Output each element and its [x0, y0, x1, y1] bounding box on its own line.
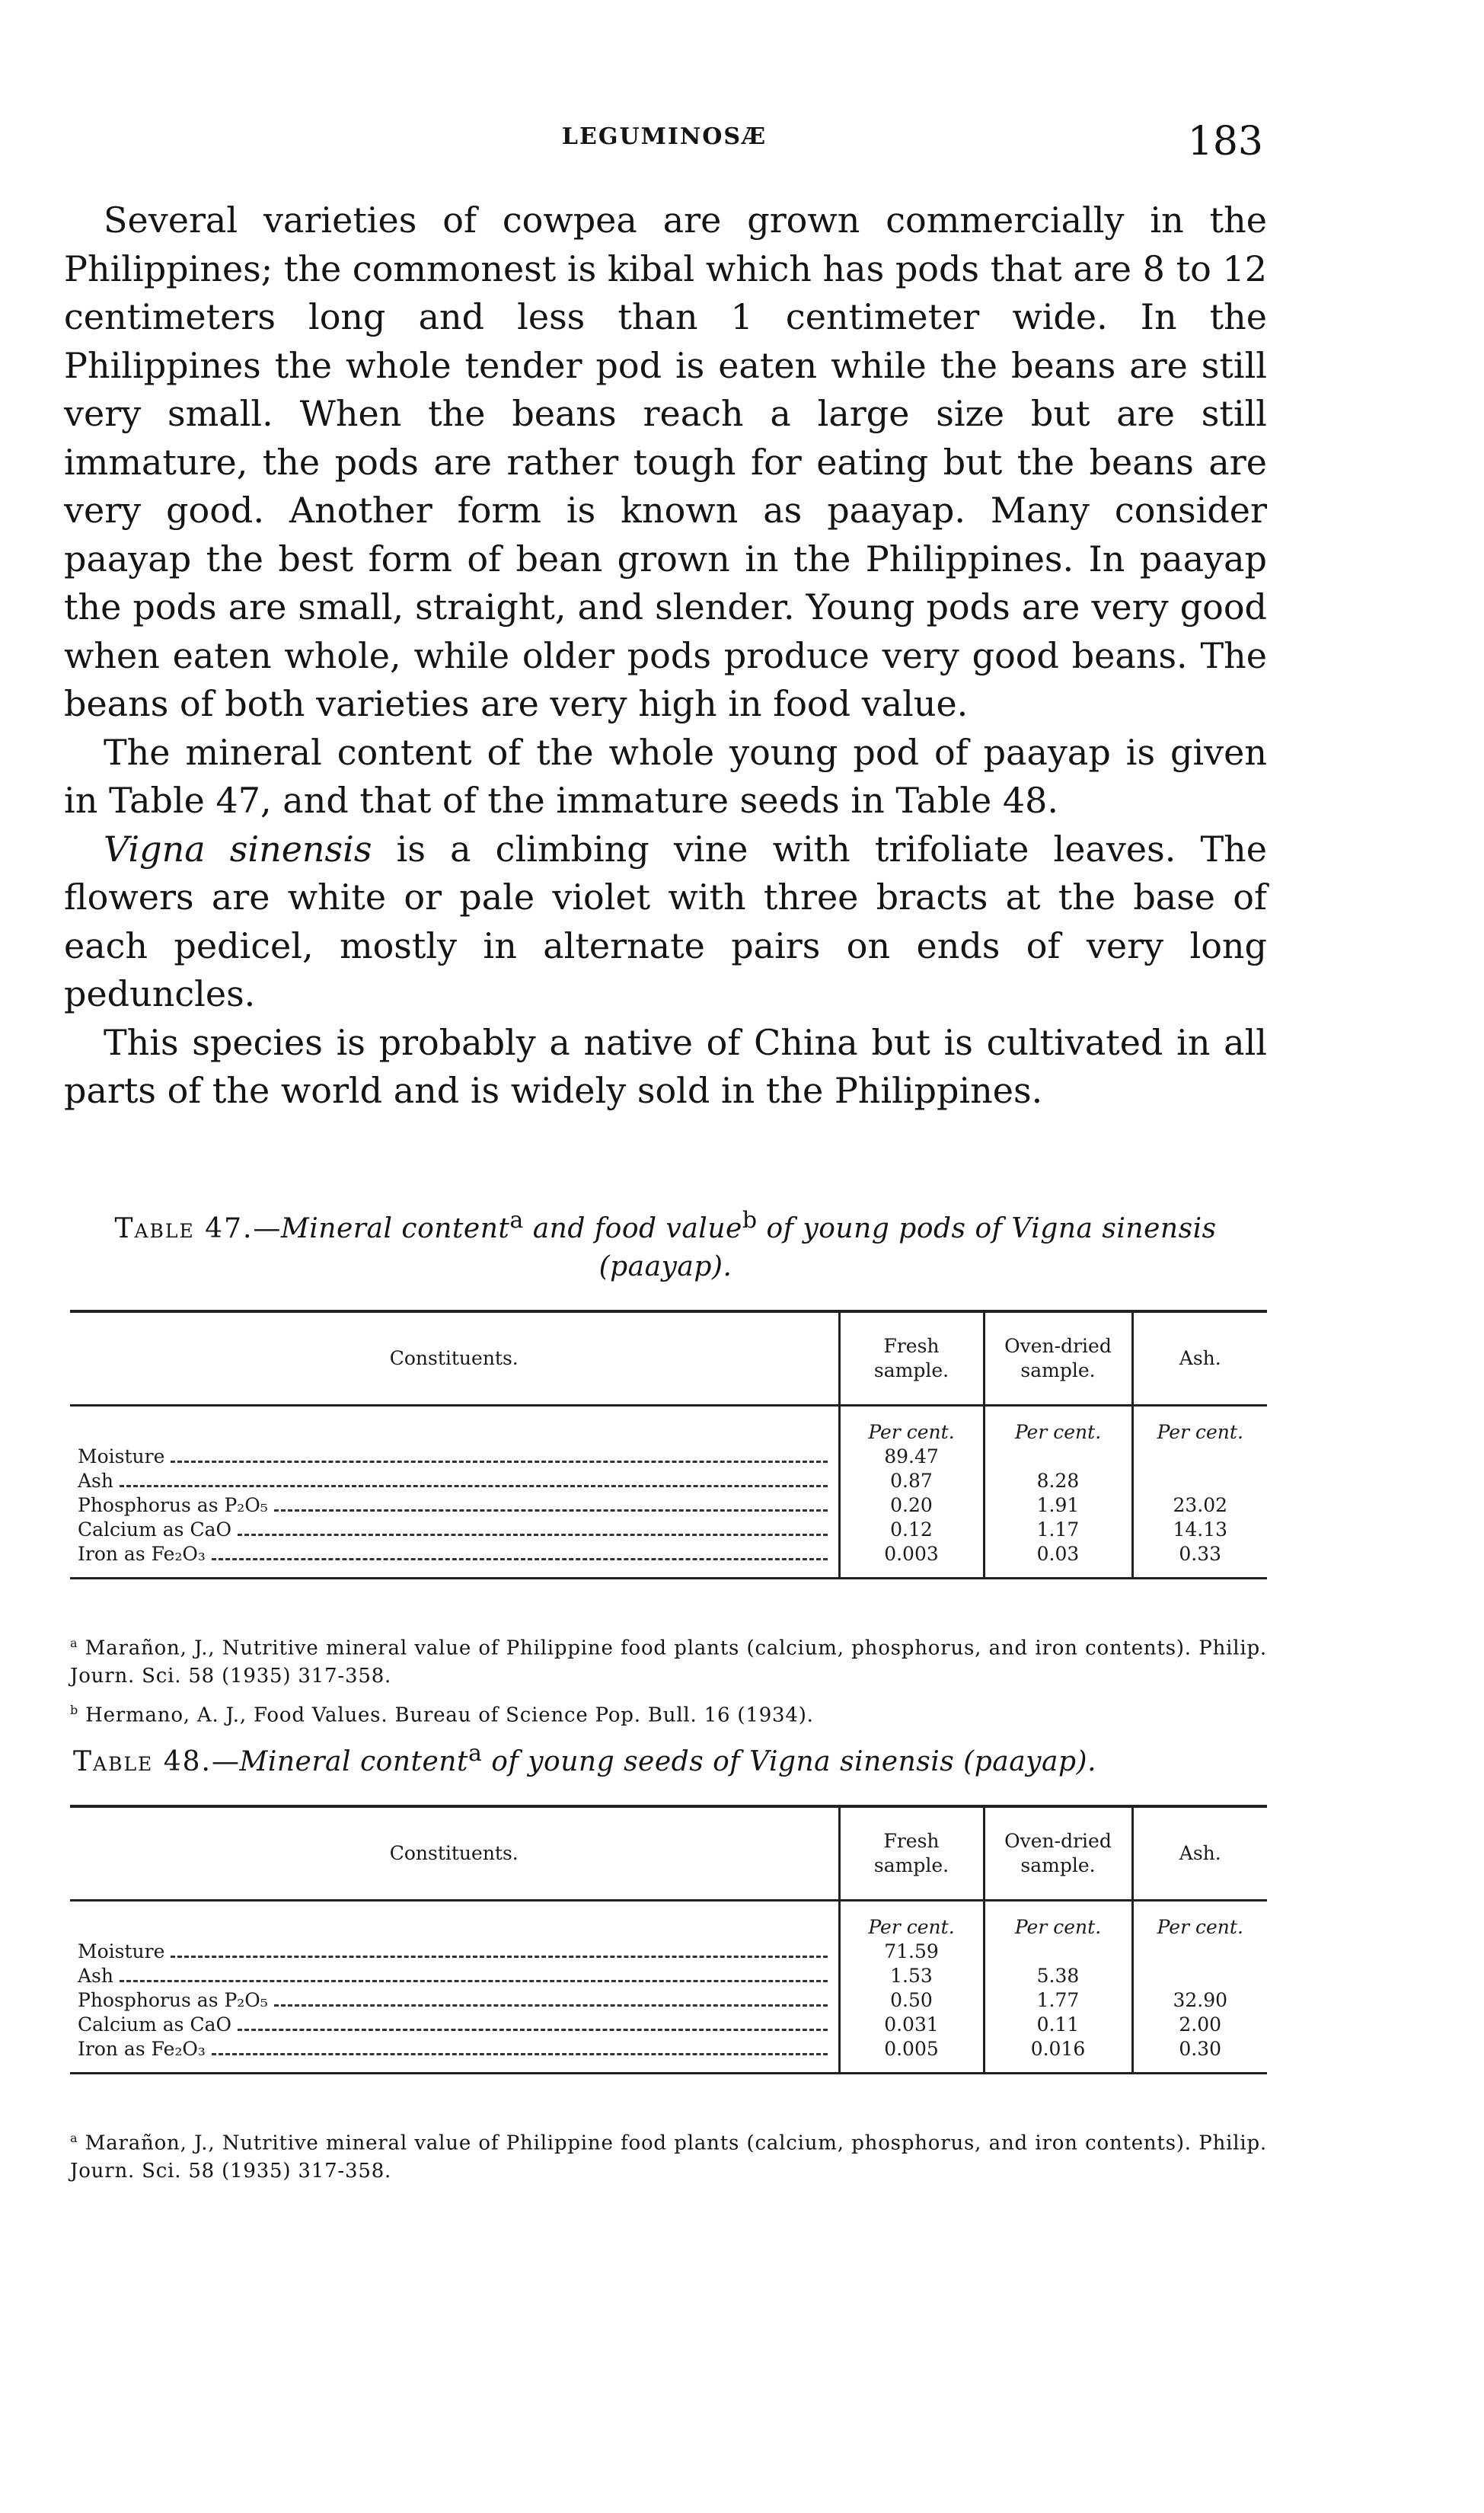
row-label: Moisture — [78, 1445, 165, 1467]
ash-value: 23.02 — [1132, 1493, 1267, 1518]
caption-text-c: of young seeds of Vigna sinensis (paayap). — [482, 1746, 1097, 1777]
table-row — [70, 2013, 1267, 2037]
running-head — [65, 119, 1263, 169]
row-label-cell — [70, 1988, 839, 2013]
caption-text-b: and food value — [523, 1213, 742, 1244]
table-row — [70, 1940, 1267, 1964]
paragraph-origin: This species is probably a native of China but is cultivated in all parts of the world and is widely sold in the Philippines. — [64, 1021, 1267, 1111]
table-row — [70, 1964, 1267, 1988]
units-row — [70, 1901, 1267, 1940]
table-48-label: Table 48. — [73, 1746, 212, 1777]
unit-oven: Per cent. — [984, 1901, 1132, 1940]
fresh-value: 0.20 — [839, 1493, 984, 1518]
fresh-value: 0.12 — [839, 1518, 984, 1542]
body-text — [64, 196, 1267, 1116]
row-label: Ash — [78, 1470, 113, 1492]
row-label-cell — [70, 1964, 839, 1988]
caption-text-c: of young pods of Vigna sinensis (paayap). — [598, 1213, 1217, 1282]
ash-value: 32.90 — [1132, 1988, 1267, 2013]
page-number: 183 — [1187, 119, 1263, 164]
oven-value — [984, 1445, 1132, 1469]
ash-value: 2.00 — [1132, 2013, 1267, 2037]
header-ash: Ash. — [1132, 1311, 1267, 1406]
table-47 — [70, 1310, 1267, 1579]
row-label: Phosphorus as P₂O₅ — [78, 1989, 268, 2011]
units-blank — [70, 1406, 839, 1445]
header-fresh-sample: Fresh sample. — [839, 1806, 984, 1901]
caption-dash: — — [253, 1213, 281, 1244]
fresh-value: 1.53 — [839, 1964, 984, 1988]
fresh-value: 0.031 — [839, 2013, 984, 2037]
ash-value — [1132, 1964, 1267, 1988]
oven-value: 0.016 — [984, 2037, 1132, 2074]
oven-value: 1.17 — [984, 1518, 1132, 1542]
table-row — [70, 1542, 1267, 1579]
table-48-footnote-a — [70, 2125, 1267, 2185]
table-48-caption — [73, 1735, 1276, 1781]
ash-value — [1132, 1445, 1267, 1469]
footnote-ref-a: a — [468, 1740, 483, 1767]
caption-text-a: Mineral content — [280, 1213, 510, 1244]
paragraph-cowpea-varieties: Several varieties of cowpea are grown commercially in the Philippines; the commonest is kibal which has pods that are 8 to 12 centimeters long and less than 1 centimeter wide. In the Philippines the whole tender pod is eaten while the beans are still very small. When the beans reach a large size but are still immature, the pods are rather tough for eating but the beans are very good. Another form is known as paayap. Many consider paayap the best form of bean grown in the Philippines. In paayap the pods are small, straight, and slender. Young pods are very good when eaten whole, while older pods produce very good beans. The beans of both varieties are very high in food value. — [64, 200, 1267, 724]
oven-value: 5.38 — [984, 1964, 1132, 1988]
footnote-text: Marañon, J., Nutritive mineral value of Philippine food plants (calcium, phosphorus, and iron contents). Philip. Journ. Sci. 58 (1935) 317-358. — [70, 2131, 1267, 2183]
oven-value: 1.91 — [984, 1493, 1132, 1518]
header-oven-dried-sample: Oven-dried sample. — [984, 1806, 1132, 1901]
table-header-row — [70, 1806, 1267, 1901]
ash-value — [1132, 1940, 1267, 1964]
footnote-text: Hermano, A. J., Food Values. Bureau of Science Pop. Bull. 16 (1934). — [85, 1704, 814, 1727]
row-label: Phosphorus as P₂O₅ — [78, 1494, 268, 1516]
row-label-cell — [70, 1445, 839, 1469]
header-fresh-sample: Fresh sample. — [839, 1311, 984, 1406]
ash-value: 14.13 — [1132, 1518, 1267, 1542]
header-ash: Ash. — [1132, 1806, 1267, 1901]
footnote-mark: b — [70, 1703, 79, 1717]
header-oven-dried-sample: Oven-dried sample. — [984, 1311, 1132, 1406]
row-label: Calcium as CaO — [78, 1518, 231, 1541]
row-label-cell — [70, 1493, 839, 1518]
units-blank — [70, 1901, 839, 1940]
row-label-cell — [70, 1542, 839, 1579]
paragraph-species-description — [64, 825, 1267, 1019]
row-label-cell — [70, 2037, 839, 2074]
ash-value: 0.30 — [1132, 2037, 1267, 2074]
row-label: Iron as Fe₂O₃ — [78, 2038, 206, 2060]
row-label-cell — [70, 1469, 839, 1493]
oven-value: 1.77 — [984, 1988, 1132, 2013]
table-row — [70, 1493, 1267, 1518]
unit-ash: Per cent. — [1132, 1406, 1267, 1445]
footnote-mark: a — [70, 2131, 78, 2145]
oven-value — [984, 1940, 1132, 1964]
species-description: is a climbing vine with trifoliate leaves. The flowers are white or pale violet with three bracts at the base of each pedicel, mostly in alternate pairs on ends of very long peduncles. — [64, 828, 1268, 1014]
ash-value: 0.33 — [1132, 1542, 1267, 1579]
fresh-value: 0.003 — [839, 1542, 984, 1579]
footnote-ref-b: b — [742, 1207, 758, 1234]
row-label: Iron as Fe₂O₃ — [78, 1543, 206, 1565]
row-label: Calcium as CaO — [78, 2013, 231, 2036]
header-constituents: Constituents. — [70, 1806, 839, 1901]
oven-value: 8.28 — [984, 1469, 1132, 1493]
oven-value: 0.11 — [984, 2013, 1132, 2037]
unit-oven: Per cent. — [984, 1406, 1132, 1445]
row-label-cell — [70, 1518, 839, 1542]
units-row — [70, 1406, 1267, 1445]
table-row — [70, 1518, 1267, 1542]
paragraph-mineral-content: The mineral content of the whole young pod of paayap is given in Table 47, and that of the immature seeds in Table 48. — [64, 731, 1267, 821]
species-name: Vigna sinensis — [104, 828, 372, 870]
fresh-value: 0.87 — [839, 1469, 984, 1493]
caption-dash: — — [211, 1746, 240, 1777]
table-row — [70, 1445, 1267, 1469]
table-47-footnote-b — [70, 1697, 1267, 1729]
unit-fresh: Per cent. — [839, 1901, 984, 1940]
table-47-footnote-a — [70, 1630, 1267, 1690]
row-label-cell — [70, 2013, 839, 2037]
table-row — [70, 1469, 1267, 1493]
unit-ash: Per cent. — [1132, 1901, 1267, 1940]
caption-text-a: Mineral content — [239, 1746, 468, 1777]
fresh-value: 71.59 — [839, 1940, 984, 1964]
fresh-value: 0.50 — [839, 1988, 984, 2013]
ash-value — [1132, 1469, 1267, 1493]
header-constituents: Constituents. — [70, 1311, 839, 1406]
chapter-title: LEGUMINOSÆ — [561, 123, 768, 150]
table-row — [70, 2037, 1267, 2074]
unit-fresh: Per cent. — [839, 1406, 984, 1445]
table-47-label: Table 47. — [114, 1213, 254, 1244]
row-label: Ash — [78, 1965, 113, 1987]
fresh-value: 0.005 — [839, 2037, 984, 2074]
fresh-value: 89.47 — [839, 1445, 984, 1469]
row-label: Moisture — [78, 1940, 165, 1962]
footnote-ref-a: a — [509, 1207, 524, 1234]
table-header-row — [70, 1311, 1267, 1406]
table-47-caption — [64, 1202, 1267, 1286]
footnote-text: Marañon, J., Nutritive mineral value of Philippine food plants (calcium, phosphorus, and iron contents). Philip. Journ. Sci. 58 (1935) 317-358. — [70, 1636, 1267, 1688]
table-row — [70, 1988, 1267, 2013]
footnote-mark: a — [70, 1636, 78, 1650]
row-label-cell — [70, 1940, 839, 1964]
oven-value: 0.03 — [984, 1542, 1132, 1579]
table-48 — [70, 1805, 1267, 2074]
